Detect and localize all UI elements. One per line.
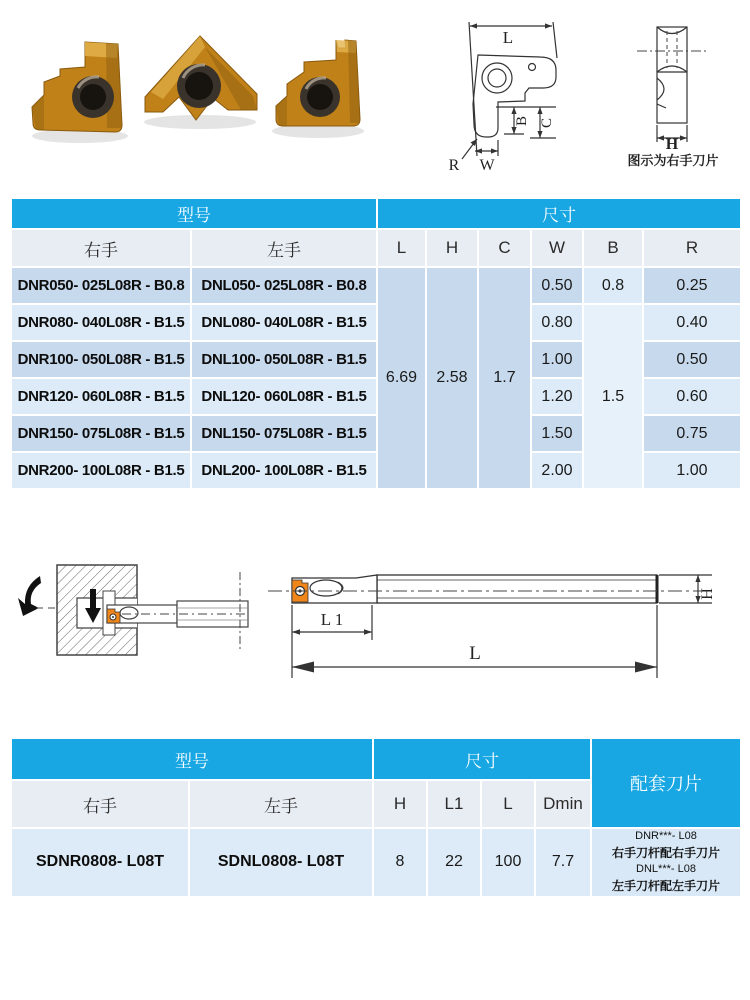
drawing-caption: 图示为右手刀片 xyxy=(627,153,719,168)
note-line: 右手刀杆配右手刀片 xyxy=(611,845,720,860)
col-R: R xyxy=(644,230,740,266)
value-B: 1.5 xyxy=(584,305,642,488)
size-header: 尺寸 xyxy=(378,199,740,228)
value-H: 2.58 xyxy=(427,268,477,488)
col-H: H xyxy=(427,230,477,266)
value-W: 1.00 xyxy=(532,342,582,377)
value-W: 1.20 xyxy=(532,379,582,414)
right-hand-col-header: 右手 xyxy=(12,781,188,827)
dim-label-H: H xyxy=(699,588,716,600)
insert-spec-table xyxy=(10,197,742,490)
dim-label-B: B xyxy=(514,115,530,127)
dim-label-R: R xyxy=(448,157,460,174)
value-L1: 22 xyxy=(428,829,480,896)
model-right: DNR080- 040L08R - B1.5 xyxy=(12,305,190,340)
model-left: SDNL0808- L08T xyxy=(190,829,372,896)
holder-spec-table xyxy=(10,737,742,898)
dim-label-H: H xyxy=(665,136,679,150)
model-header: 型号 xyxy=(12,199,376,228)
note-line: 左手刀杆配左手刀片 xyxy=(611,879,720,894)
value-L: 6.69 xyxy=(378,268,425,488)
model-right: DNR100- 050L08R - B1.5 xyxy=(12,342,190,377)
value-W: 2.00 xyxy=(532,453,582,488)
insert-side-view-drawing xyxy=(440,10,620,175)
table-row xyxy=(12,305,740,340)
col-Dmin: Dmin xyxy=(536,781,590,827)
value-Dmin: 7.7 xyxy=(536,829,590,896)
model-left: DNL150- 075L08R - B1.5 xyxy=(192,416,376,451)
rotation-arrow-icon xyxy=(18,576,41,616)
model-right: DNR050- 025L08R - B0.8 xyxy=(12,268,190,303)
value-L: 100 xyxy=(482,829,534,896)
size-header: 尺寸 xyxy=(374,739,590,779)
dim-label-W: W xyxy=(479,157,495,174)
model-left: DNL120- 060L08R - B1.5 xyxy=(192,379,376,414)
value-R: 0.60 xyxy=(644,379,740,414)
model-left: DNL050- 025L08R - B0.8 xyxy=(192,268,376,303)
table-row xyxy=(12,268,740,303)
value-C: 1.7 xyxy=(479,268,530,488)
value-R: 0.25 xyxy=(644,268,740,303)
matching-insert-note xyxy=(592,829,740,896)
col-L: L xyxy=(378,230,425,266)
model-right: SDNR0808- L08T xyxy=(12,829,188,896)
table-row xyxy=(12,829,740,896)
dim-label-L1: L 1 xyxy=(320,610,344,629)
model-header: 型号 xyxy=(12,739,372,779)
note-line: DNL***- L08 xyxy=(636,863,696,876)
value-B: 0.8 xyxy=(584,268,642,303)
left-hand-col-header: 左手 xyxy=(192,230,376,266)
model-left: DNL080- 040L08R - B1.5 xyxy=(192,305,376,340)
value-W: 0.50 xyxy=(532,268,582,303)
insert-front-view-drawing xyxy=(618,10,750,150)
col-W: W xyxy=(532,230,582,266)
dim-label-C: C xyxy=(539,117,555,129)
col-L1: L1 xyxy=(428,781,480,827)
insert-photos xyxy=(0,0,400,180)
insert-photo-left xyxy=(32,42,122,132)
col-C: C xyxy=(479,230,530,266)
right-hand-col-header: 右手 xyxy=(12,230,190,266)
col-H: H xyxy=(374,781,426,827)
value-R: 0.40 xyxy=(644,305,740,340)
left-hand-col-header: 左手 xyxy=(190,781,372,827)
value-H: 8 xyxy=(374,829,426,896)
model-right: DNR120- 060L08R - B1.5 xyxy=(12,379,190,414)
model-right: DNR200- 100L08R - B1.5 xyxy=(12,453,190,488)
value-W: 0.80 xyxy=(532,305,582,340)
model-left: DNL200- 100L08R - B1.5 xyxy=(192,453,376,488)
insert-photo-middle xyxy=(145,36,257,120)
dim-label-L: L xyxy=(469,643,481,664)
value-W: 1.50 xyxy=(532,416,582,451)
note-line: DNR***- L08 xyxy=(635,830,697,842)
tool-holder-drawing xyxy=(260,540,750,700)
value-R: 0.50 xyxy=(644,342,740,377)
matching-insert-header: 配套刀片 xyxy=(592,739,740,827)
model-left: DNL100- 050L08R - B1.5 xyxy=(192,342,376,377)
col-B: B xyxy=(584,230,642,266)
model-right: DNR150- 075L08R - B1.5 xyxy=(12,416,190,451)
dim-label-L: L xyxy=(502,28,514,47)
value-R: 1.00 xyxy=(644,453,740,488)
insert-photo-right xyxy=(276,40,360,126)
value-R: 0.75 xyxy=(644,416,740,451)
col-L: L xyxy=(482,781,534,827)
boring-operation-drawing xyxy=(10,542,260,687)
